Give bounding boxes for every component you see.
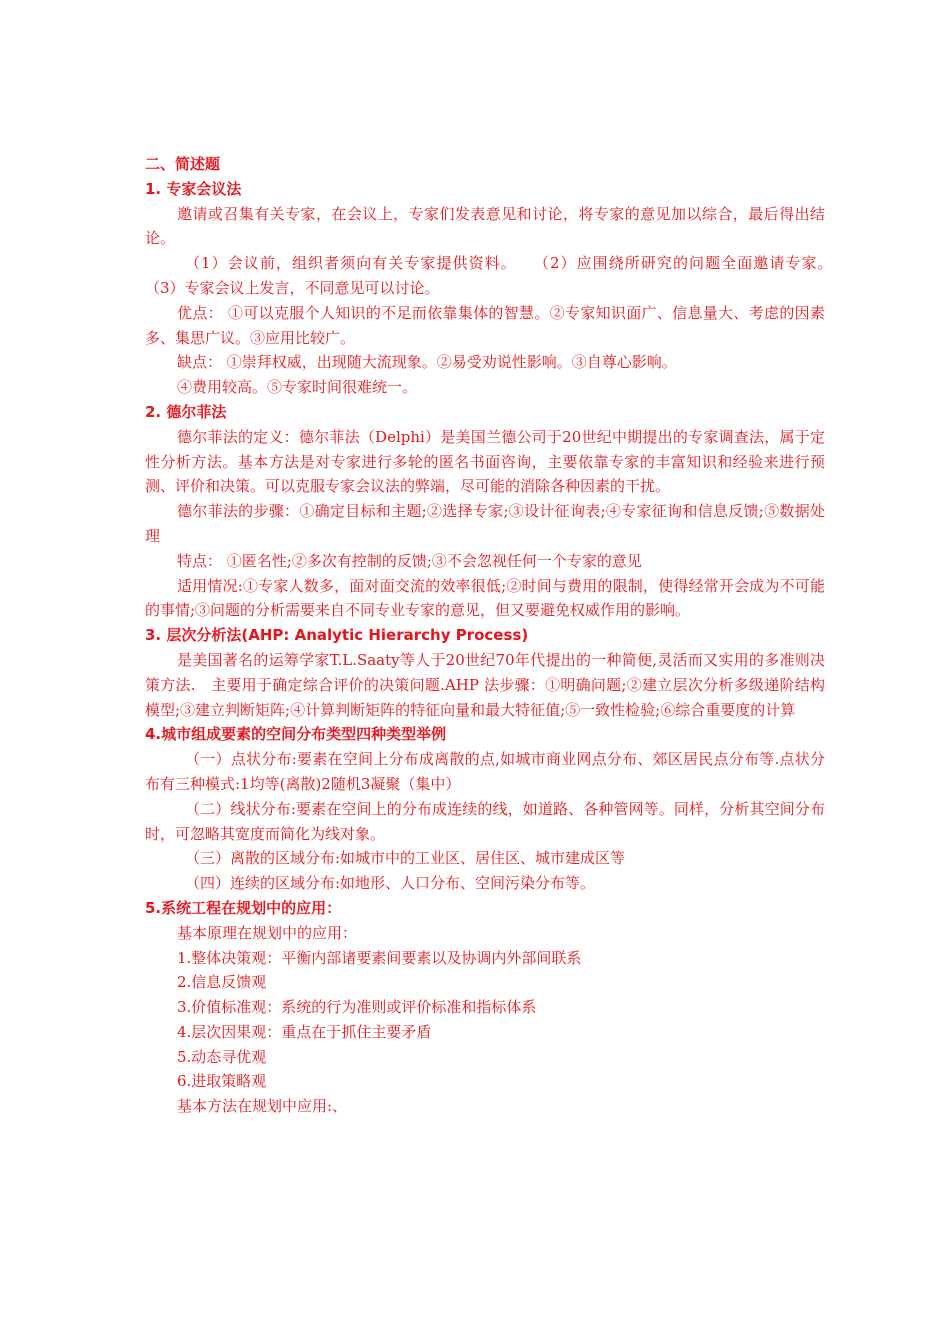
paragraph: 基本原理在规划中的应用： bbox=[177, 923, 358, 942]
section-title: 二、简述题 bbox=[145, 155, 221, 173]
paragraph-applicability: 适用情况:①专家人数多，面对面交流的效率很低;②时间与费用的限制，使得经常开会成为不可能的事情;③问题的分析需要来自不同专业专家的意见，但又要避免权威作用的影响。 bbox=[145, 576, 825, 620]
list-item: 2.信息反馈观 bbox=[177, 973, 267, 992]
list-item: 6.进取策略观 bbox=[177, 1072, 267, 1091]
paragraph-definition: 德尔菲法的定义：德尔菲法（Delphi）是美国兰德公司于20世纪中期提出的专家调查法，属于定性分析方法。基本方法是对专家进行多轮的匿名书面咨询，主要依靠专家的丰富知识和经验来进行预测、评价和决策。可以克服专家会议法的弊端，尽可能的消除各种因素的干扰。 bbox=[145, 427, 825, 496]
list-item: 3.价值标准观：系统的行为准则或评价标准和指标体系 bbox=[177, 998, 537, 1017]
paragraph: 基本方法在规划中应用:、 bbox=[177, 1097, 348, 1116]
paragraph-features: 特点： ①匿名性;②多次有控制的反馈;③不会忽视任何一个专家的意见 bbox=[177, 551, 642, 570]
paragraph: （四）连续的区域分布:如地形、人口分布、空间污染分布等。 bbox=[185, 874, 596, 893]
heading-spatial-distribution: 4.城市组成要素的空间分布类型四种类型举例 bbox=[145, 725, 447, 744]
document-body bbox=[145, 152, 856, 1119]
list-item: 4.层次因果观：重点在于抓住主要矛盾 bbox=[177, 1022, 432, 1041]
heading-delphi: 2. 德尔菲法 bbox=[145, 402, 227, 421]
list-item: 1.整体决策观：平衡内部诸要素间要素以及协调内外部间联系 bbox=[177, 948, 582, 967]
paragraph: （三）离散的区域分布:如城市中的工业区、居住区、城市建成区等 bbox=[185, 849, 626, 868]
paragraph: 邀请或召集有关专家，在会议上，专家们发表意见和讨论，将专家的意见加以综合，最后得出结论。 bbox=[145, 204, 825, 248]
heading-systems-engineering: 5.系统工程在规划中的应用： bbox=[145, 898, 342, 917]
paragraph: ④费用较高。⑤专家时间很难统一。 bbox=[177, 378, 418, 397]
paragraph: （一）点状分布:要素在空间上分布成离散的点,如城市商业网点分布、郊区居民点分布等.点状分布有三种模式:1均等(离散)2随机3凝聚（集中） bbox=[145, 750, 825, 793]
heading-expert-meeting: 1. 专家会议法 bbox=[145, 179, 242, 198]
paragraph-disadvantages: 缺点： ①崇拜权威，出现随大流现象。②易受劝说性影响。③自尊心影响。 bbox=[177, 353, 677, 372]
paragraph-advantages: 优点： ①可以克服个人知识的不足而依靠集体的智慧。②专家知识面广、信息量大、考虑的因素多、集思广议。③应用比较广。 bbox=[145, 303, 825, 347]
paragraph: （二）线状分布:要素在空间上的分布成连续的线，如道路、各种管网等。同样，分析其空间分布时，可忽略其宽度而简化为线对象。 bbox=[145, 799, 825, 843]
paragraph: 是美国著名的运筹学家T.L.Saaty等人于20世纪70年代提出的一种简便,灵活而又实用的多准则决策方法. 主要用于确定综合评价的决策问题.AHP 法步骤：①明确问题;②建立层次分析多级递阶结构模型;③建立判断矩阵;④计算判断矩阵的特征向量和最大特征值;⑤一致性检验;⑥综合重要度的计算 bbox=[145, 650, 825, 719]
paragraph-steps: 德尔菲法的步骤：①确定目标和主题;②选择专家;③设计征询表;④专家征询和信息反馈;⑤数据处理 bbox=[145, 502, 825, 545]
list-item: 5.动态寻优观 bbox=[177, 1047, 267, 1066]
paragraph: （1）会议前，组织者须向有关专家提供资料。 （2）应围绕所研究的问题全面邀请专家。 （3）专家会议上发言，不同意见可以讨论。 bbox=[145, 254, 856, 297]
heading-ahp: 3. 层次分析法(AHP: Analytic Hierarchy Process) bbox=[145, 626, 529, 645]
